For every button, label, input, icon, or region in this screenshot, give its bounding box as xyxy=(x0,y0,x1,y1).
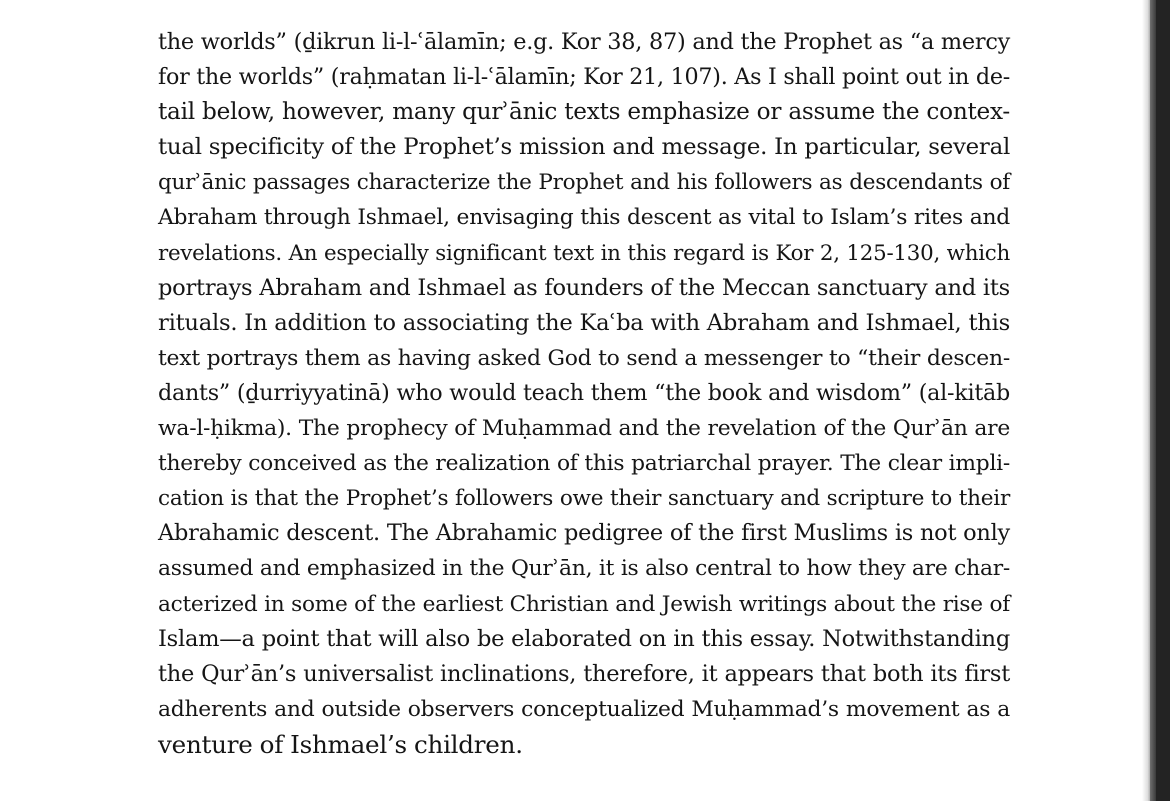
text-line: assumed and emphasized in the Qurʾān, it is also central to how they are char- xyxy=(158,556,1010,582)
text-line: thereby conceived as the realization of this patriarchal prayer. The clear impli- xyxy=(158,451,1010,477)
text-line: revelations. An especially significant text in this regard is Kor 2, 125-130, which xyxy=(158,240,1010,266)
text-line: the worlds” (ḏikrun li-l-ʿālamīn; e.g. Kor 38, 87) and the Prophet as “a mercy xyxy=(158,29,1010,55)
text-line: tual specificity of the Prophet’s mission and message. In particular, several xyxy=(158,134,1010,161)
text-line: the Qurʾān’s universalist inclinations, therefore, it appears that both its first xyxy=(158,660,1010,687)
body-text xyxy=(158,25,1010,762)
background-strip xyxy=(1156,0,1170,801)
text-line: Abraham through Ishmael, envisaging this descent as vital to Islam’s rites and xyxy=(158,205,1010,231)
text-line: Islam—a point that will also be elaborated on in this essay. Notwithstanding xyxy=(158,625,1010,652)
text-line: for the worlds” (raḥmatan li-l-ʿālamīn; Kor 21, 107). As I shall point out in de- xyxy=(158,64,1010,91)
text-line: rituals. In addition to associating the Kaʿba with Abraham and Ishmael, this xyxy=(158,309,1010,336)
text-line: cation is that the Prophet’s followers owe their sanctuary and scripture to their xyxy=(158,486,1010,512)
text-line: tail below, however, many qurʾānic texts emphasize or assume the contex- xyxy=(158,99,1010,126)
text-line: wa-l-ḥikma). The prophecy of Muḥammad and the revelation of the Qurʾān are xyxy=(158,416,1010,442)
text-line: text portrays them as having asked God to send a messenger to “their descen- xyxy=(158,345,1010,371)
text-line: qurʾānic passages characterize the Prophet and his followers as descendants of xyxy=(158,170,1010,196)
text-line: dants” (ḏurriyyatinā) who would teach them “the book and wisdom” (al-kitāb xyxy=(158,379,1010,406)
text-line: Abrahamic descent. The Abrahamic pedigree of the first Muslims is not only xyxy=(158,520,1010,547)
text-line: adherents and outside observers conceptualized Muḥammad’s movement as a xyxy=(158,696,1010,722)
text-line: portrays Abraham and Ishmael as founders of the Meccan sanctuary and its xyxy=(158,274,1010,301)
text-line-last: venture of Ishmael’s children. xyxy=(158,729,523,759)
text-line: acterized in some of the earliest Christian and Jewish writings about the rise of xyxy=(158,591,1010,617)
page-edge-shadow xyxy=(1142,0,1156,801)
